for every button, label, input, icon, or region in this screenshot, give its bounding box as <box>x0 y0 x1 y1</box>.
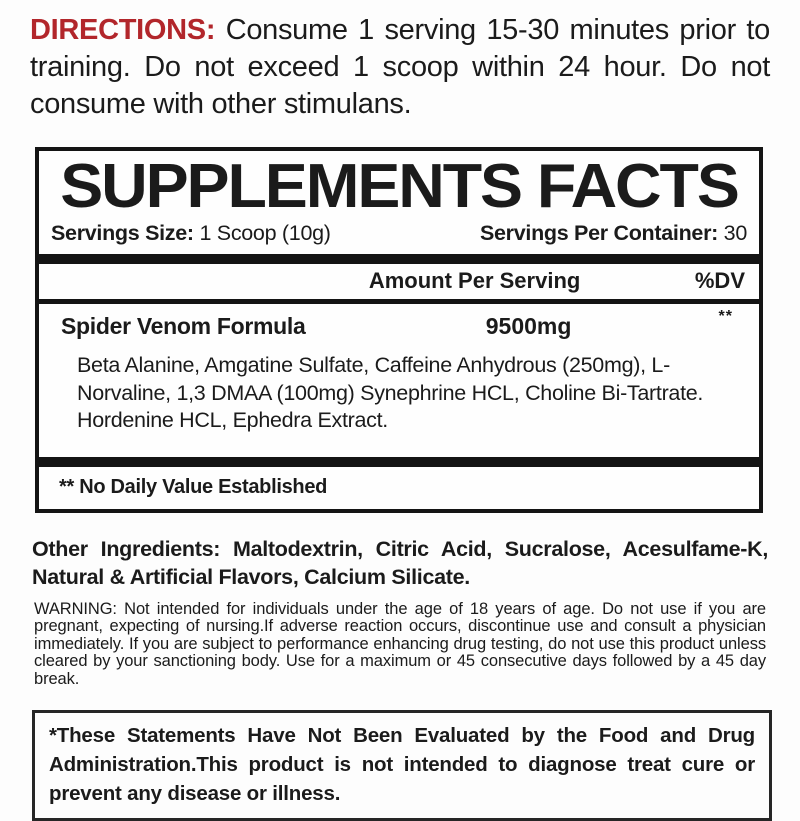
other-ingredients-paragraph <box>32 535 768 591</box>
formula-row <box>39 310 759 344</box>
formula-ingredients: Beta Alanine, Amgatine Sulfate, Caffeine Anhydrous (250mg), L-Norvaline, 1,3 DMAA (100mg) Synephrine HCL, Choline Bi-Tartrate. Hordenine HCL, Ephedra Extract. <box>77 353 704 432</box>
daily-value-footnote: ** No Daily Value Established <box>59 475 328 498</box>
warning-paragraph <box>34 601 766 689</box>
formula-amount: 9500mg <box>485 313 572 339</box>
servings-per-container-label: Servings Per Container: <box>479 221 718 245</box>
formula-section <box>39 304 759 457</box>
servings-row <box>39 219 759 254</box>
servings-per-container <box>480 221 747 246</box>
amount-per-serving-row <box>39 264 759 299</box>
servings-per-container-value: 30 <box>718 221 747 245</box>
other-ingredients-text: Maltodextrin, Citric Acid, Sucralose, Acesulfame-K, Natural & Artificial Flavors, Calcium Silicate. <box>32 536 769 589</box>
supplement-facts-panel <box>35 147 763 513</box>
divider-thick-bottom <box>39 457 759 467</box>
serving-size <box>51 221 331 246</box>
warning-label: WARNING: <box>34 599 117 618</box>
serving-size-value: 1 Scoop (10g) <box>193 221 331 245</box>
supplement-facts-title: SUPPLEMENTS FACTS <box>60 152 738 221</box>
formula-dv-asterisks: ** <box>718 308 733 325</box>
other-ingredients-label: Other Ingredients: <box>32 536 221 561</box>
directions-text: Consume 1 serving 15-30 minutes prior to training. Do not exceed 1 scoop within 24 hour. Do not consume with other stimulans. <box>30 14 770 120</box>
fda-statement-box <box>32 710 772 821</box>
divider-thick-top <box>39 254 759 264</box>
fda-statement-text: *These Statements Have Not Been Evaluated by the Food and Drug Administration.This product is not intended to diagnose treat cure or prevent any disease or illness. <box>49 724 755 806</box>
amount-per-serving-header: Amount Per Serving <box>368 268 581 293</box>
formula-name: Spider Venom Formula <box>61 313 306 339</box>
warning-text: Not intended for individuals under the age of 18 years of age. Do not use if you are pregnant, expecting of nursing.If adverse reaction occurs, discontinue use and consult a physician immediately. If you are subject to performance enhancing drug testing, do not use this product unless cleared by your sanctioning body. Use for a maximum or 45 consecutive days followed by a 45 day break. <box>34 599 766 688</box>
directions-paragraph <box>30 12 770 123</box>
directions-label: DIRECTIONS: <box>30 14 216 46</box>
serving-size-label: Servings Size: <box>51 221 194 245</box>
percent-dv-header: %DV <box>694 268 745 293</box>
